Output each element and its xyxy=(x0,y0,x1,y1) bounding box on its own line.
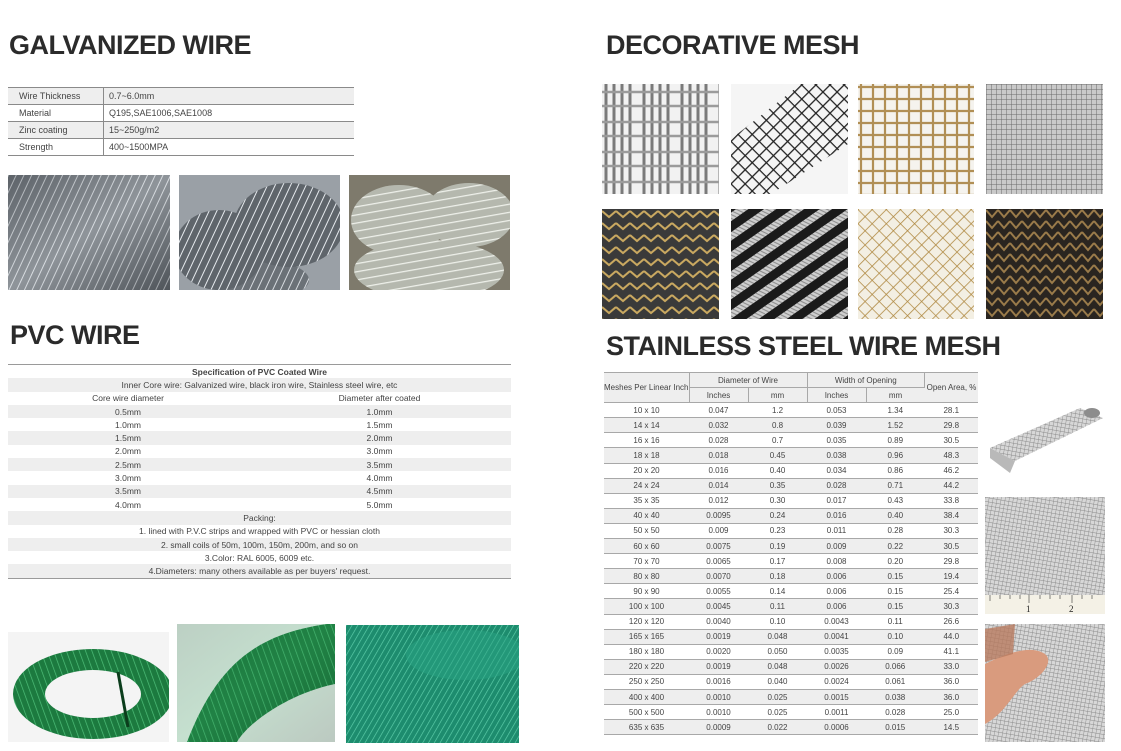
spec-value: 0.7~6.0mm xyxy=(104,88,355,105)
mesh-cell: 25.0 xyxy=(925,705,979,720)
coated-diameter: 1.0mm xyxy=(248,405,511,418)
mesh-cell: 0.028 xyxy=(866,705,925,720)
mesh-cell: 1.2 xyxy=(748,403,807,418)
mesh-cell: 0.18 xyxy=(748,569,807,584)
mesh-row xyxy=(604,463,978,478)
pvc-wire-teal-coils-photo xyxy=(346,625,519,743)
pvc-wire-title: PVC WIRE xyxy=(10,320,140,350)
mesh-cell: 0.11 xyxy=(866,614,925,629)
mesh-cell: 0.10 xyxy=(866,629,925,644)
spec-value: 400~1500MPA xyxy=(104,139,355,156)
mesh-cell: 25.4 xyxy=(925,584,979,599)
mesh-cell: 0.20 xyxy=(866,554,925,569)
pvc-data-row xyxy=(8,445,511,458)
mesh-cell: 0.71 xyxy=(866,478,925,493)
core-diameter: 0.5mm xyxy=(8,405,248,418)
decorative-mesh-dark-chevron-photo xyxy=(986,209,1103,319)
pvc-packing-row xyxy=(8,525,511,538)
mesh-cell: 0.006 xyxy=(807,599,866,614)
mesh-cell: 29.8 xyxy=(925,554,979,569)
coated-diameter: 4.0mm xyxy=(366,473,393,484)
stainless-mesh-ruler-photo xyxy=(985,497,1105,614)
mesh-cell: 0.0015 xyxy=(807,689,866,704)
pvc-wire-green-coil-photo xyxy=(8,632,169,742)
mesh-row xyxy=(604,478,978,493)
mesh-cell: 30.3 xyxy=(925,523,979,538)
decorative-mesh-bronze-grid-photo xyxy=(858,84,974,194)
mesh-cell: 20 x 20 xyxy=(604,463,689,478)
spec-label: Material xyxy=(8,105,104,122)
mesh-cell: 0.11 xyxy=(748,599,807,614)
mesh-cell: 1.34 xyxy=(866,403,925,418)
mesh-cell: 0.0040 xyxy=(689,614,748,629)
mesh-row xyxy=(604,433,978,448)
mesh-cell: 0.7 xyxy=(748,433,807,448)
mesh-cell: 120 x 120 xyxy=(604,614,689,629)
mesh-cell: 44.2 xyxy=(925,478,979,493)
mesh-cell: 0.012 xyxy=(689,493,748,508)
mesh-cell: 0.45 xyxy=(748,448,807,463)
mesh-cell: 100 x 100 xyxy=(604,599,689,614)
mesh-cell: 220 x 220 xyxy=(604,659,689,674)
pvc-packing-label: Packing: xyxy=(8,511,511,524)
galvanized-spec-table xyxy=(8,87,354,156)
mesh-cell: 0.035 xyxy=(807,433,866,448)
mesh-cell: 48.3 xyxy=(925,448,979,463)
mesh-row xyxy=(604,659,978,674)
mesh-cell: 0.038 xyxy=(807,448,866,463)
mesh-cell: 0.17 xyxy=(748,554,807,569)
mesh-cell: 0.061 xyxy=(866,674,925,689)
mesh-cell: 0.0019 xyxy=(689,659,748,674)
stainless-mesh-hand-photo xyxy=(985,624,1105,742)
mesh-row xyxy=(604,629,978,644)
mesh-cell: 24 x 24 xyxy=(604,478,689,493)
mesh-cell: 0.40 xyxy=(866,508,925,523)
coated-diameter: 4.5mm xyxy=(248,485,511,498)
mesh-cell: 0.0011 xyxy=(807,705,866,720)
galvanized-wire-bundles-photo xyxy=(179,175,340,290)
mesh-cell: 0.43 xyxy=(866,493,925,508)
pvc-data-row xyxy=(8,405,511,418)
mesh-cell: 0.30 xyxy=(748,493,807,508)
coated-diameter: 2.0mm xyxy=(248,431,511,444)
mesh-row xyxy=(604,508,978,523)
mesh-row xyxy=(604,584,978,599)
mesh-cell: 18 x 18 xyxy=(604,448,689,463)
mesh-row xyxy=(604,569,978,584)
mesh-cell: 0.011 xyxy=(807,523,866,538)
decorative-mesh-gold-chevron-photo xyxy=(602,209,719,319)
galvanized-spec-row xyxy=(8,122,354,139)
mesh-cell: 0.017 xyxy=(807,493,866,508)
mesh-cell: 0.050 xyxy=(748,644,807,659)
coated-diameter: 3.5mm xyxy=(248,458,511,471)
mesh-cell: 0.016 xyxy=(807,508,866,523)
mesh-row xyxy=(604,448,978,463)
mesh-cell: 0.22 xyxy=(866,539,925,554)
mesh-row xyxy=(604,403,978,418)
mesh-cell: 50 x 50 xyxy=(604,523,689,538)
mesh-cell: 60 x 60 xyxy=(604,539,689,554)
pvc-data-row xyxy=(8,498,511,511)
header-meshes: Meshes Per Linear Inch xyxy=(604,373,689,403)
mesh-cell: 0.0065 xyxy=(689,554,748,569)
mesh-cell: 0.15 xyxy=(866,569,925,584)
galvanized-spec-row xyxy=(8,105,354,122)
pvc-packing-row xyxy=(8,511,511,524)
mesh-cell: 28.1 xyxy=(925,403,979,418)
mesh-cell: 0.09 xyxy=(866,644,925,659)
pvc-packing-item: 2. small coils of 50m, 100m, 150m, 200m, and so on xyxy=(8,538,511,551)
core-diameter: 2.0mm xyxy=(115,446,141,457)
pvc-packing-item: 3.Color: RAL 6005, 6009 etc. xyxy=(204,552,315,563)
mesh-cell: 16 x 16 xyxy=(604,433,689,448)
pvc-col-coated: Diameter after coated xyxy=(338,393,421,404)
mesh-cell: 0.0010 xyxy=(689,705,748,720)
mesh-cell: 33.0 xyxy=(925,659,979,674)
mesh-cell: 0.0045 xyxy=(689,599,748,614)
core-diameter: 2.5mm xyxy=(8,458,248,471)
mesh-cell: 0.0055 xyxy=(689,584,748,599)
mesh-cell: 26.6 xyxy=(925,614,979,629)
mesh-cell: 0.0026 xyxy=(807,659,866,674)
mesh-cell: 180 x 180 xyxy=(604,644,689,659)
galvanized-wire-coil-photo xyxy=(8,175,170,290)
mesh-row xyxy=(604,539,978,554)
mesh-cell: 0.10 xyxy=(748,614,807,629)
pvc-inner-row xyxy=(8,378,511,391)
mesh-cell: 0.028 xyxy=(807,478,866,493)
pvc-spec-title: Specification of PVC Coated Wire xyxy=(8,365,511,379)
mesh-cell: 35 x 35 xyxy=(604,493,689,508)
mesh-cell: 0.0019 xyxy=(689,629,748,644)
ruler-mark-1: 1 xyxy=(1026,604,1031,614)
stainless-mesh-roll-photo xyxy=(985,373,1105,488)
mesh-cell: 14 x 14 xyxy=(604,418,689,433)
coated-diameter: 5.0mm xyxy=(366,499,393,510)
header-opening: Width of Opening xyxy=(807,373,925,388)
mesh-cell: 0.35 xyxy=(748,478,807,493)
pvc-packing-row xyxy=(8,538,511,551)
mesh-cell: 19.4 xyxy=(925,569,979,584)
mesh-cell: 0.0041 xyxy=(807,629,866,644)
decorative-mesh-rope-photo xyxy=(731,209,848,319)
mesh-cell: 0.009 xyxy=(689,523,748,538)
decorative-mesh-gold-diamond-photo xyxy=(858,209,974,319)
mesh-cell: 0.066 xyxy=(866,659,925,674)
decorative-mesh-crimped-photo xyxy=(602,84,719,194)
mesh-cell: 0.009 xyxy=(807,539,866,554)
mesh-cell: 30.3 xyxy=(925,599,979,614)
mesh-cell: 0.15 xyxy=(866,584,925,599)
core-diameter: 1.0mm xyxy=(115,419,141,430)
mesh-cell: 0.0006 xyxy=(807,720,866,735)
mesh-cell: 0.022 xyxy=(748,720,807,735)
mesh-cell: 0.23 xyxy=(748,523,807,538)
mesh-cell: 0.24 xyxy=(748,508,807,523)
mesh-cell: 0.0043 xyxy=(807,614,866,629)
coated-diameter: 3.0mm xyxy=(366,446,393,457)
mesh-cell: 0.053 xyxy=(807,403,866,418)
mesh-row xyxy=(604,689,978,704)
mesh-cell: 0.025 xyxy=(748,705,807,720)
spec-label: Wire Thickness xyxy=(8,88,104,105)
mesh-cell: 30.5 xyxy=(925,433,979,448)
pvc-inner-core: Inner Core wire: Galvanized wire, black iron wire, Stainless steel wire, etc xyxy=(8,378,511,391)
mesh-cell: 0.039 xyxy=(807,418,866,433)
mesh-row xyxy=(604,644,978,659)
header-diameter-mm: mm xyxy=(748,388,807,403)
mesh-cell: 0.038 xyxy=(866,689,925,704)
pvc-packing-item: 1. lined with P.V.C strips and wrapped with PVC or hessian cloth xyxy=(139,526,380,537)
pvc-title-row xyxy=(8,365,511,379)
mesh-cell: 40 x 40 xyxy=(604,508,689,523)
pvc-data-row xyxy=(8,458,511,471)
core-diameter: 1.5mm xyxy=(8,431,248,444)
mesh-cell: 41.1 xyxy=(925,644,979,659)
mesh-row xyxy=(604,720,978,735)
mesh-cell: 1.52 xyxy=(866,418,925,433)
mesh-cell: 0.034 xyxy=(807,463,866,478)
mesh-row xyxy=(604,705,978,720)
mesh-cell: 36.0 xyxy=(925,689,979,704)
mesh-cell: 0.025 xyxy=(748,689,807,704)
header-diameter: Diameter of Wire xyxy=(689,373,807,388)
mesh-cell: 0.15 xyxy=(866,599,925,614)
mesh-cell: 0.040 xyxy=(748,674,807,689)
mesh-cell: 635 x 635 xyxy=(604,720,689,735)
mesh-cell: 0.0024 xyxy=(807,674,866,689)
mesh-row xyxy=(604,674,978,689)
mesh-cell: 0.96 xyxy=(866,448,925,463)
spec-label: Strength xyxy=(8,139,104,156)
mesh-cell: 0.0095 xyxy=(689,508,748,523)
mesh-cell: 0.016 xyxy=(689,463,748,478)
stainless-mesh-title: STAINLESS STEEL WIRE MESH xyxy=(606,331,1001,361)
header-opening-mm: mm xyxy=(866,388,925,403)
mesh-cell: 14.5 xyxy=(925,720,979,735)
galvanized-spec-row xyxy=(8,88,354,105)
mesh-cell: 0.006 xyxy=(807,569,866,584)
mesh-cell: 0.14 xyxy=(748,584,807,599)
pvc-wire-strands-photo xyxy=(177,624,335,742)
core-diameter: 4.0mm xyxy=(115,499,141,510)
mesh-cell: 0.0009 xyxy=(689,720,748,735)
mesh-cell: 0.0070 xyxy=(689,569,748,584)
spec-value: Q195,SAE1006,SAE1008 xyxy=(104,105,355,122)
spec-label: Zinc coating xyxy=(8,122,104,139)
mesh-cell: 80 x 80 xyxy=(604,569,689,584)
mesh-cell: 0.048 xyxy=(748,629,807,644)
mesh-cell: 0.40 xyxy=(748,463,807,478)
galvanized-wire-packed-photo xyxy=(349,175,510,290)
mesh-cell: 70 x 70 xyxy=(604,554,689,569)
mesh-cell: 0.0016 xyxy=(689,674,748,689)
core-diameter: 3.5mm xyxy=(8,485,248,498)
coated-diameter: 1.5mm xyxy=(366,419,393,430)
pvc-data-row xyxy=(8,418,511,431)
mesh-row xyxy=(604,493,978,508)
mesh-cell: 400 x 400 xyxy=(604,689,689,704)
mesh-cell: 0.006 xyxy=(807,584,866,599)
mesh-cell: 0.014 xyxy=(689,478,748,493)
mesh-cell: 0.028 xyxy=(689,433,748,448)
pvc-col-core: Core wire diameter xyxy=(92,393,164,404)
mesh-cell: 33.8 xyxy=(925,493,979,508)
galvanized-wire-title: GALVANIZED WIRE xyxy=(9,30,251,60)
ruler-mark-2: 2 xyxy=(1069,604,1074,614)
decorative-mesh-chain-dark-photo xyxy=(731,84,848,194)
pvc-data-row xyxy=(8,431,511,444)
pvc-packing-row xyxy=(8,564,511,578)
core-diameter: 3.0mm xyxy=(115,473,141,484)
decorative-mesh-title: DECORATIVE MESH xyxy=(606,30,860,60)
mesh-row xyxy=(604,554,978,569)
mesh-cell: 36.0 xyxy=(925,674,979,689)
mesh-cell: 46.2 xyxy=(925,463,979,478)
mesh-cell: 0.8 xyxy=(748,418,807,433)
header-open-area: Open Area, % xyxy=(925,373,979,403)
mesh-cell: 500 x 500 xyxy=(604,705,689,720)
mesh-cell: 0.28 xyxy=(866,523,925,538)
pvc-header-row xyxy=(8,392,511,405)
pvc-spec-table xyxy=(8,364,511,579)
mesh-cell: 0.047 xyxy=(689,403,748,418)
pvc-data-row xyxy=(8,485,511,498)
pvc-packing-item: 4.Diameters: many others available as per buyers' request. xyxy=(8,564,511,578)
mesh-cell: 0.015 xyxy=(866,720,925,735)
header-diameter-inches: Inches xyxy=(689,388,748,403)
mesh-cell: 0.19 xyxy=(748,539,807,554)
spec-value: 15~250g/m2 xyxy=(104,122,355,139)
mesh-row xyxy=(604,599,978,614)
mesh-cell: 29.8 xyxy=(925,418,979,433)
mesh-cell: 0.032 xyxy=(689,418,748,433)
decorative-mesh-fine-grid-photo xyxy=(986,84,1103,194)
mesh-cell: 38.4 xyxy=(925,508,979,523)
mesh-row xyxy=(604,418,978,433)
header-opening-inches: Inches xyxy=(807,388,866,403)
mesh-cell: 0.0010 xyxy=(689,689,748,704)
mesh-cell: 0.008 xyxy=(807,554,866,569)
mesh-cell: 250 x 250 xyxy=(604,674,689,689)
mesh-cell: 0.0020 xyxy=(689,644,748,659)
mesh-cell: 0.89 xyxy=(866,433,925,448)
mesh-cell: 44.0 xyxy=(925,629,979,644)
mesh-cell: 10 x 10 xyxy=(604,403,689,418)
mesh-row xyxy=(604,614,978,629)
mesh-cell: 0.0075 xyxy=(689,539,748,554)
mesh-cell: 0.86 xyxy=(866,463,925,478)
mesh-cell: 30.5 xyxy=(925,539,979,554)
mesh-cell: 0.0035 xyxy=(807,644,866,659)
pvc-data-row xyxy=(8,471,511,484)
mesh-cell: 0.018 xyxy=(689,448,748,463)
stainless-mesh-spec-table xyxy=(604,372,978,735)
mesh-cell: 90 x 90 xyxy=(604,584,689,599)
mesh-cell: 0.048 xyxy=(748,659,807,674)
galvanized-spec-row xyxy=(8,139,354,156)
mesh-row xyxy=(604,523,978,538)
mesh-cell: 165 x 165 xyxy=(604,629,689,644)
pvc-packing-row xyxy=(8,551,511,564)
